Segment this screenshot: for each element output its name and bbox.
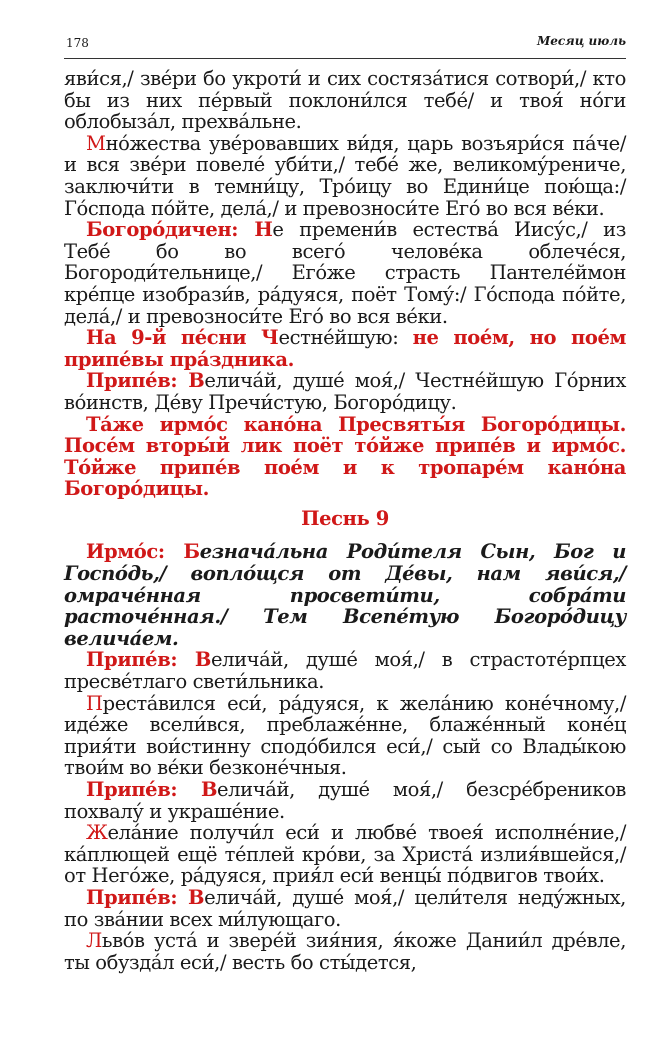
paragraph bbox=[64, 779, 626, 822]
rubric-run: Припе́в: В bbox=[86, 778, 218, 801]
text-run: елича́й, душе́ моя́,/ в страстоте́рпцех пресве́тлаго свети́льника. bbox=[64, 648, 626, 694]
text-run: естне́йшую: bbox=[278, 326, 413, 350]
book-page bbox=[64, 32, 627, 974]
paragraph bbox=[64, 414, 626, 500]
text-run: елича́й, душе́ моя́,/ безсре́бреников похвалу́ и украше́ние. bbox=[64, 778, 626, 823]
rubric-run: не пое́м, но пое́м припе́вы пра́здника. bbox=[64, 326, 626, 371]
text-run: яви́ся,/ зве́ри бо укроти́ и сих состяза́тися сотвори́,/ кто бы из них пе́рвый поклони́лся тебе́/ и твоя́ но́ги облобыза́л, прехва́льне. bbox=[64, 67, 626, 134]
text-run: елича́й, душе́ моя́,/ цели́теля неду́жных, по зва́нии всех ми́лующаго. bbox=[64, 885, 626, 931]
text-run: реста́вился еси́, ра́дуяся, к жела́нию коне́чному,/ иде́же всели́вся, преблаже́нне, блаже́нный коне́ц прия́ти вои́стинну сподо́бился еси́,/ сый со Влады́кою твои́м во ве́ки безконе́чныя. bbox=[64, 691, 626, 780]
paragraph bbox=[64, 541, 626, 649]
paragraph bbox=[64, 219, 626, 327]
paragraph bbox=[64, 887, 626, 930]
paragraph bbox=[64, 370, 626, 413]
rubric-run: Припе́в: В bbox=[86, 648, 211, 672]
running-head: Месяц июль bbox=[536, 34, 626, 48]
paragraph bbox=[64, 327, 626, 370]
rubric-run: Припе́в: В bbox=[86, 885, 205, 909]
text-run: ела́ние получи́л еси́ и любве́ твоея́ исполне́ние,/ ка́плющей ещё те́плей кро́ви, за Христа́ излия́вшейся,/ от Него́же, ра́дуяся, прия́л еси́ венцы́ по́двигов твои́х. bbox=[64, 821, 626, 888]
page-header bbox=[64, 32, 626, 52]
paragraph bbox=[64, 68, 626, 133]
rubric-run: М bbox=[86, 131, 106, 155]
text-run: но́жества уве́ровавших ви́дя, царь возъяри́ся па́че/ и вся зве́ри повеле́ уби́ти,/ тебе́ же, великому́рениче, заключи́ти в темни́цу, Тро́ицу во Едини́це пою́ща:/ Го́спода по́йте, дела́,/ и превозноси́те Его́ во вся ве́ки. bbox=[64, 131, 626, 220]
text-run: е премени́в естества́ Иису́с,/ из Тебе́ бо во всего́ челове́ка облече́ся, Богороди́тельнице,/ Его́же страсть Пантеле́ймон кре́пце изобрази́в, ра́дуяся, поёт Тому́:/ Го́спода по́йте, дела́,/ и превозноси́те Его́ во вся ве́ки. bbox=[64, 218, 626, 328]
text-block-ode9 bbox=[64, 541, 626, 973]
paragraph bbox=[64, 822, 626, 887]
rubric-run: Богоро́дичен: Н bbox=[86, 218, 273, 242]
song-heading: Песнь 9 bbox=[301, 506, 389, 530]
rubric-run: езнача́льна Роди́теля Сын, Бог и Госпо́дь,/ вопло́щся от Де́вы, нам яви́ся,/ омраче́нная просвети́ти, собра́ти расточе́нная./ Тем Всепе́тую Богоро́дицу велича́ем. bbox=[64, 540, 627, 650]
page-body bbox=[64, 68, 626, 973]
rubric-run: На 9-й пе́сни Ч bbox=[86, 326, 279, 350]
rubric-run: Припе́в: В bbox=[86, 369, 205, 393]
text-block-ode8 bbox=[64, 68, 626, 500]
page-number: 178 bbox=[66, 36, 89, 50]
text-run: елича́й, душе́ моя́,/ Честне́йшую Го́рних во́инств, Де́ву Пречи́стую, Богоро́дицу. bbox=[64, 369, 626, 414]
paragraph bbox=[64, 649, 626, 692]
text-run: ьво́в уста́ и звере́й зия́ния, я́коже Дании́л дре́вле, ты обузда́л еси́,/ весть бо сты́дется, bbox=[64, 929, 626, 974]
paragraph bbox=[64, 133, 626, 219]
rubric-run: Л bbox=[86, 929, 102, 953]
header-rule bbox=[64, 58, 626, 59]
paragraph bbox=[64, 930, 626, 973]
rubric-run: Ж bbox=[86, 821, 108, 845]
paragraph bbox=[64, 693, 626, 779]
rubric-run: Ирмо́с: Б bbox=[86, 540, 200, 564]
rubric-run: Та́же ирмо́с кано́на Пресвяты́я Богоро́дицы. Посе́м вторы́й лик поёт то́йже припе́в и ирмо́с. То́йже припе́в пое́м и к тропаре́м кано́на Богоро́дицы. bbox=[64, 412, 626, 501]
rubric-run: П bbox=[86, 691, 103, 715]
